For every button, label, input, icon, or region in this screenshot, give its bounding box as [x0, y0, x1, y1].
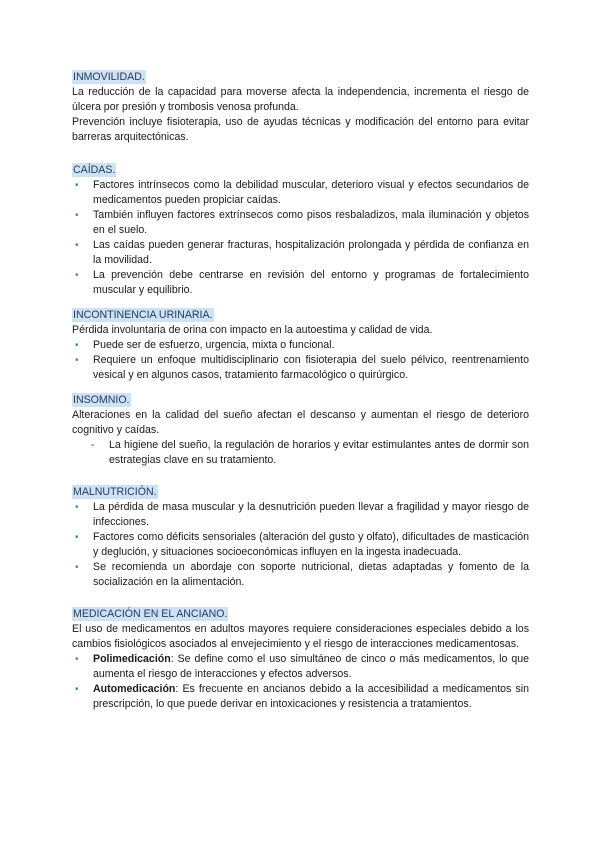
- list-item-text: Se recomienda un abordaje con soporte nutricional, dietas adaptadas y fomento de la socialización en la alimentación.: [93, 561, 529, 588]
- list-item-text: Las caídas pueden generar fracturas, hospitalización prolongada y pérdida de confianza en la movilidad.: [93, 239, 529, 266]
- paragraph: La reducción de la capacidad para moverse afecta la independencia, incrementa el riesgo de úlcera por presión y trombosis venosa profunda.: [72, 86, 529, 113]
- section-insomnio: [72, 393, 529, 468]
- paragraph: Prevención incluye fisioterapia, uso de ayudas técnicas y modificación del entorno para evitar barreras arquitectónicas.: [72, 116, 529, 143]
- list-item-text: Factores como déficits sensoriales (alteración del gusto y olfato), dificultades de masticación y deglución, y situaciones socioeconómicas influyen en la ingesta inadecuada.: [93, 531, 529, 558]
- list-item-text: También influyen factores extrínsecos como pisos resbaladizos, mala iluminación y objetos en el suelo.: [93, 209, 529, 236]
- bullet-icon: •: [75, 240, 79, 251]
- list-item: [72, 178, 529, 208]
- bullet-icon: •: [75, 270, 79, 281]
- section-caidas: [72, 163, 529, 298]
- term-label: Polimedicación: [93, 653, 171, 665]
- list-item: [72, 530, 529, 560]
- list-item-text: La pérdida de masa muscular y la desnutrición pueden llevar a fragilidad y mayor riesgo de infecciones.: [93, 501, 529, 528]
- list-item: [72, 500, 529, 530]
- section-heading: MEDICACIÓN EN EL ANCIANO.: [73, 608, 228, 620]
- dash-list: [72, 438, 529, 468]
- list-item-text: La prevención debe centrarse en revisión del entorno y programas de fortalecimiento muscular y equilibrio.: [93, 269, 529, 296]
- list-item: [72, 238, 529, 268]
- section-incontinencia: [72, 308, 529, 383]
- section-inmovilidad: [72, 70, 529, 145]
- bullet-list: [72, 338, 529, 383]
- section-heading: INMOVILIDAD.: [73, 71, 145, 83]
- bullet-list: [72, 500, 529, 590]
- section-heading: INCONTINENCIA URINARIA.: [73, 309, 213, 321]
- section-heading: MALNUTRICIÓN.: [73, 486, 157, 498]
- bullet-icon: •: [75, 355, 79, 366]
- bullet-icon: •: [75, 502, 79, 513]
- list-item: [72, 682, 529, 712]
- list-item-text: Factores intrínsecos como la debilidad muscular, deterioro visual y efectos secundarios de medicamentos pueden propiciar caídas.: [93, 179, 529, 206]
- bullet-icon: •: [75, 684, 79, 695]
- term-description: : Es frecuente en ancianos debido a la accesibilidad a medicamentos sin prescripción, lo que puede derivar en intoxicaciones y resistencia a tratamientos.: [93, 683, 529, 710]
- term-label: Automedicación: [93, 683, 176, 695]
- dash-icon: -: [91, 440, 95, 451]
- bullet-icon: •: [75, 340, 79, 351]
- bullet-icon: •: [75, 532, 79, 543]
- list-item: [72, 208, 529, 238]
- document-content: [72, 70, 529, 712]
- list-item: [72, 560, 529, 590]
- paragraph: Pérdida involuntaria de orina con impacto en la autoestima y calidad de vida.: [72, 324, 433, 336]
- section-medicacion: [72, 607, 529, 712]
- bullet-icon: •: [75, 654, 79, 665]
- section-heading: CAÍDAS.: [73, 164, 116, 176]
- bullet-icon: •: [75, 210, 79, 221]
- list-item-text: Puede ser de esfuerzo, urgencia, mixta o funcional.: [93, 339, 335, 351]
- list-item: [72, 652, 529, 682]
- bullet-icon: •: [75, 180, 79, 191]
- bullet-list: [72, 178, 529, 298]
- list-item: [72, 438, 529, 468]
- list-item-text: La higiene del sueño, la regulación de horarios y evitar estimulantes antes de dormir son estrategias clave en su tratamiento.: [109, 439, 529, 466]
- list-item: [72, 268, 529, 298]
- bullet-icon: •: [75, 562, 79, 573]
- section-malnutricion: [72, 485, 529, 590]
- term-description: : Se define como el uso simultáneo de cinco o más medicamentos, lo que aumenta el riesgo de interacciones y efectos adversos.: [93, 653, 529, 680]
- list-item: [72, 353, 529, 383]
- paragraph: Alteraciones en la calidad del sueño afectan el descanso y aumentan el riesgo de deterioro cognitivo y caídas.: [72, 409, 529, 436]
- list-item: [72, 338, 529, 353]
- paragraph: El uso de medicamentos en adultos mayores requiere consideraciones especiales debido a los cambios fisiológicos asociados al envejecimiento y el riesgo de interacciones medicamentosas.: [72, 623, 529, 650]
- list-item-text: Requiere un enfoque multidisciplinario con fisioterapia del suelo pélvico, reentrenamiento vesical y en algunos casos, tratamiento farmacológico o quirúrgico.: [93, 354, 529, 381]
- section-heading: INSOMNIO.: [73, 394, 130, 406]
- bullet-list: [72, 652, 529, 712]
